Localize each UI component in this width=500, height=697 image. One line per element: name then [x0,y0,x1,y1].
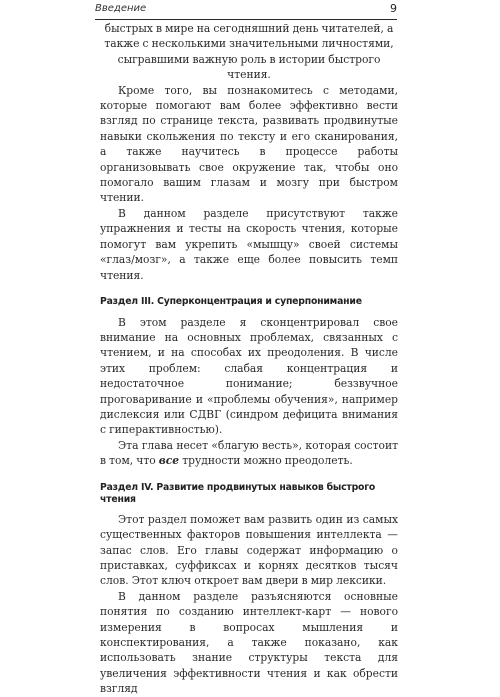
paragraph-3: В данном разделе присутствуют также упражнения и тесты на скорость чтения, которые помогут вам укрепить «мышцу» своей системы «глаз/мозг», а также еще более повысить темп чтения. [100,206,398,282]
running-header-section: Введение [95,3,147,14]
paragraph-5-emphasis: все [158,454,180,468]
running-header [95,2,397,20]
paragraph-5-end: трудности можно преодолеть. [179,454,353,468]
paragraph-5 [100,438,398,469]
paragraph-5-start: Эта глава несет «благую весть», которая состоит в том, что [100,438,398,468]
page-body [100,21,398,697]
paragraph-1: быстрых в мире на сегодняшний день читателей, а также с несколькими значительными личностями, сыгравшими важную роль в истории быстрого чтения. [104,22,394,82]
paragraph-6: Этот раздел поможет вам развить один из самых существенных факторов повышения интеллекта — запас слов. Его главы содержат информацию о приставках, суффиксах и корнях десятков тысяч слов. Этот ключ откроет вам двери в мир лексики. [100,512,398,588]
paragraph-7: В данном разделе разъясняются основные понятия по созданию интеллект-карт — нового измерения в вопросах мышления и конспектирования, а также показано, как использовать знание структуры текста для увеличения эффективности чтения и как обрести взгляд [100,589,398,696]
section-4-heading: Раздел IV. Развитие продвинутых навыков быстрого чтения [100,481,376,506]
paragraph-2: Кроме того, вы познакомитесь с методами, которые помогают вам более эффективно вести взгляд по странице текста, развивать продвинутые навыки скольжения по тексту и его сканирования, а также научитесь в процессе работы организовывать свое окружение так, чтобы оно помогало вашим глазам и мозгу при быстром чтении. [100,83,398,205]
paragraph-4: В этом разделе я сконцентрировал свое внимание на основных проблемах, связанных с чтением, и на способах их преодоления. В числе этих проблем: слабая концентрация и недостаточное понимание; беззвучное проговаривание и «проблемы обучения», например дислексия или СДВГ (синдром дефицита внимания с гиперактивностью). [100,315,398,437]
section-3-heading: Раздел III. Суперконцентрация и суперпонимание [100,295,362,307]
page-number: 9 [390,2,397,15]
